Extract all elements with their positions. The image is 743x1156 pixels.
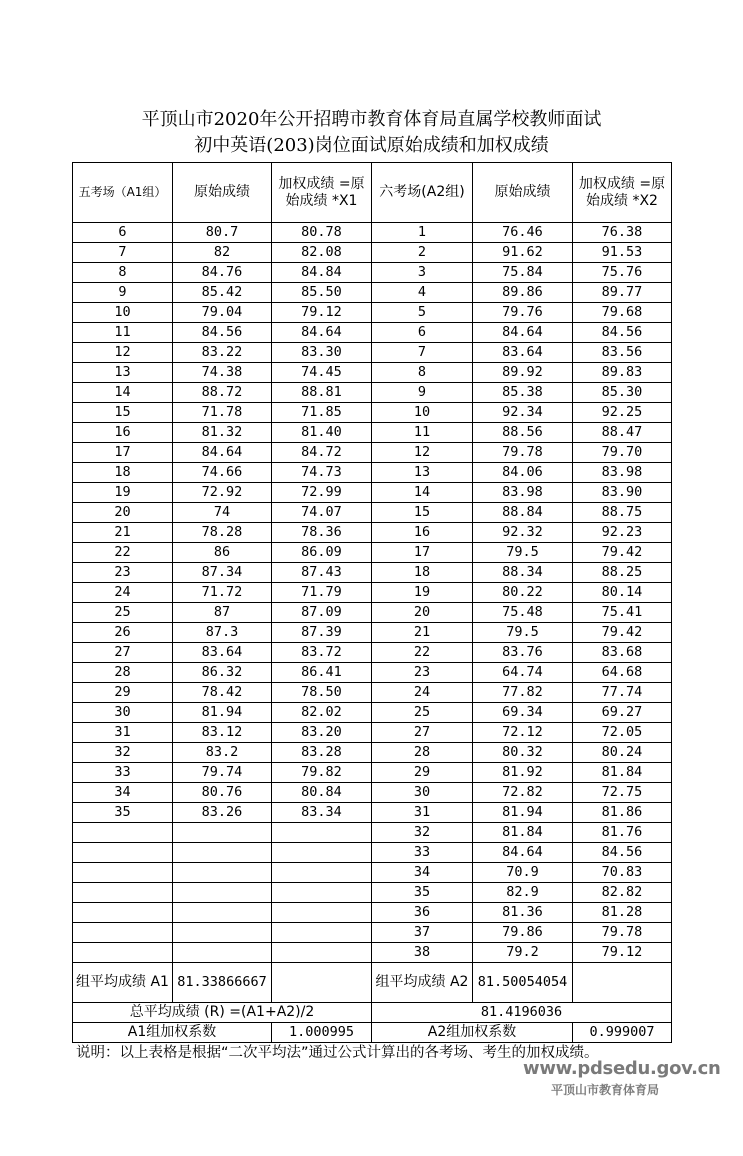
a2-weighted-score: 79.70: [573, 443, 672, 463]
a2-raw-score: 80.32: [473, 743, 573, 763]
a2-exam-number: 19: [372, 583, 473, 603]
a1-weighted-score: 83.30: [272, 343, 372, 363]
a1-exam-number: [73, 903, 173, 923]
table-row: [73, 223, 672, 243]
header-a2-raw: 原始成绩: [473, 163, 573, 223]
a1-weighted-score: 87.39: [272, 623, 372, 643]
table-row: [73, 303, 672, 323]
table-row: [73, 683, 672, 703]
a2-exam-number: 32: [372, 823, 473, 843]
a2-raw-score: 84.64: [473, 843, 573, 863]
a2-exam-number: 7: [372, 343, 473, 363]
a1-exam-number: [73, 883, 173, 903]
a1-exam-number: 8: [73, 263, 173, 283]
a1-weighted-score: 86.41: [272, 663, 372, 683]
a2-weighted-score: 76.38: [573, 223, 672, 243]
a2-raw-score: 88.56: [473, 423, 573, 443]
a2-raw-score: 72.82: [473, 783, 573, 803]
a2-weighted-score: 69.27: [573, 703, 672, 723]
table-row: [73, 783, 672, 803]
a1-raw-score: 86: [173, 543, 272, 563]
a2-exam-number: 18: [372, 563, 473, 583]
a2-raw-score: 88.34: [473, 563, 573, 583]
score-table: [72, 162, 672, 1043]
a2-raw-score: 72.12: [473, 723, 573, 743]
a1-weighted-score: [272, 883, 372, 903]
a1-raw-score: 79.04: [173, 303, 272, 323]
a2-weighted-score: 75.76: [573, 263, 672, 283]
a2-exam-number: 38: [372, 943, 473, 963]
a1-weighted-score: 84.64: [272, 323, 372, 343]
a1-weighted-score: 83.34: [272, 803, 372, 823]
a2-raw-score: 76.46: [473, 223, 573, 243]
a1-exam-number: 24: [73, 583, 173, 603]
a2-raw-score: 88.84: [473, 503, 573, 523]
a1-weighted-score: 85.50: [272, 283, 372, 303]
a1-exam-number: 19: [73, 483, 173, 503]
table-row: [73, 923, 672, 943]
a1-raw-score: 78.42: [173, 683, 272, 703]
a1-weighted-score: 81.40: [272, 423, 372, 443]
a2-raw-score: 79.78: [473, 443, 573, 463]
a2-weighted-score: 91.53: [573, 243, 672, 263]
a2-exam-number: 11: [372, 423, 473, 443]
table-row: [73, 863, 672, 883]
table-row: [73, 903, 672, 923]
empty-cell: [272, 963, 372, 1003]
a2-weighted-score: 83.68: [573, 643, 672, 663]
a1-exam-number: 6: [73, 223, 173, 243]
a2-raw-score: 79.76: [473, 303, 573, 323]
header-a1-raw: 原始成绩: [173, 163, 272, 223]
a2-weighted-score: 88.47: [573, 423, 672, 443]
a2-exam-number: 2: [372, 243, 473, 263]
a1-raw-score: 83.12: [173, 723, 272, 743]
a2-raw-score: 81.94: [473, 803, 573, 823]
table-row: [73, 263, 672, 283]
table-body: [73, 223, 672, 963]
a1-raw-score: 86.32: [173, 663, 272, 683]
a2-exam-number: 21: [372, 623, 473, 643]
a1-exam-number: 18: [73, 463, 173, 483]
a1-raw-score: 87: [173, 603, 272, 623]
a1-exam-number: 35: [73, 803, 173, 823]
a2-raw-score: 77.82: [473, 683, 573, 703]
a2-raw-score: 83.76: [473, 643, 573, 663]
a2-raw-score: 79.5: [473, 623, 573, 643]
a1-exam-number: 32: [73, 743, 173, 763]
a2-weighted-score: 70.83: [573, 863, 672, 883]
header-row: [73, 163, 672, 223]
a1-weighted-score: 83.28: [272, 743, 372, 763]
a1-raw-score: 85.42: [173, 283, 272, 303]
a1-raw-score: [173, 923, 272, 943]
summary-body: [73, 963, 672, 1043]
a1-raw-score: [173, 943, 272, 963]
a1-weighted-score: 78.50: [272, 683, 372, 703]
header-a1-weighted: 加权成绩 =原始成绩 *X1: [272, 163, 372, 223]
a1-exam-number: 27: [73, 643, 173, 663]
table-row: [73, 523, 672, 543]
a1-weighted-score: 82.02: [272, 703, 372, 723]
a2-weighted-score: 81.84: [573, 763, 672, 783]
a1-weighted-score: [272, 903, 372, 923]
a2-weighted-score: 75.41: [573, 603, 672, 623]
a1-raw-score: 71.72: [173, 583, 272, 603]
header-a2-weighted: 加权成绩 =原始成绩 *X2: [573, 163, 672, 223]
a2-exam-number: 30: [372, 783, 473, 803]
table-row: [73, 463, 672, 483]
a2-exam-number: 34: [372, 863, 473, 883]
a2-exam-number: 23: [372, 663, 473, 683]
table-row: [73, 743, 672, 763]
a2-exam-number: 4: [372, 283, 473, 303]
table-row: [73, 563, 672, 583]
a1-weighted-score: 87.09: [272, 603, 372, 623]
a2-exam-number: 37: [372, 923, 473, 943]
a1-weighted-score: [272, 863, 372, 883]
a2-exam-number: 20: [372, 603, 473, 623]
a1-exam-number: 30: [73, 703, 173, 723]
a2-raw-score: 81.36: [473, 903, 573, 923]
a1-raw-score: 79.74: [173, 763, 272, 783]
a2-weighted-score: 88.75: [573, 503, 672, 523]
a2-raw-score: 75.84: [473, 263, 573, 283]
a2-weighted-score: 64.68: [573, 663, 672, 683]
a1-raw-score: [173, 843, 272, 863]
a2-raw-score: 69.34: [473, 703, 573, 723]
a1-weighted-score: 84.84: [272, 263, 372, 283]
table-row: [73, 823, 672, 843]
a2-raw-score: 89.92: [473, 363, 573, 383]
a2-weighted-score: 77.74: [573, 683, 672, 703]
a1-raw-score: 87.34: [173, 563, 272, 583]
table-row: [73, 423, 672, 443]
a2-exam-number: 14: [372, 483, 473, 503]
a2-weighted-score: 81.28: [573, 903, 672, 923]
a1-raw-score: [173, 883, 272, 903]
table-row: [73, 883, 672, 903]
a1-exam-number: 12: [73, 343, 173, 363]
document-subtitle: 初中英语(203)岗位面试原始成绩和加权成绩: [194, 135, 549, 156]
group-average-row: [73, 963, 672, 1003]
a2-exam-number: 6: [372, 323, 473, 343]
a1-raw-score: 74.38: [173, 363, 272, 383]
a1-exam-number: 20: [73, 503, 173, 523]
a2-exam-number: 33: [372, 843, 473, 863]
a1-exam-number: 9: [73, 283, 173, 303]
a2-exam-number: 13: [372, 463, 473, 483]
a2-raw-score: 70.9: [473, 863, 573, 883]
a2-weighted-score: 79.42: [573, 543, 672, 563]
header-a2-group: 六考场(A2组): [372, 163, 473, 223]
table-row: [73, 343, 672, 363]
a2-average-label: 组平均成绩 A2: [372, 963, 473, 1003]
a2-weighted-score: 72.75: [573, 783, 672, 803]
a1-exam-number: [73, 843, 173, 863]
a2-weighted-score: 72.05: [573, 723, 672, 743]
table-row: [73, 803, 672, 823]
a1-raw-score: 88.72: [173, 383, 272, 403]
document-title: 平顶山市2020年公开招聘市教育体育局直属学校教师面试: [141, 109, 602, 130]
a2-weighted-score: 83.90: [573, 483, 672, 503]
a1-weighted-score: 71.85: [272, 403, 372, 423]
a1-weighted-score: 87.43: [272, 563, 372, 583]
a1-raw-score: 72.92: [173, 483, 272, 503]
table-row: [73, 443, 672, 463]
table-row: [73, 643, 672, 663]
a1-exam-number: 14: [73, 383, 173, 403]
a1-weighted-score: [272, 943, 372, 963]
a1-exam-number: 7: [73, 243, 173, 263]
a1-raw-score: [173, 863, 272, 883]
a1-exam-number: [73, 823, 173, 843]
a2-raw-score: 92.34: [473, 403, 573, 423]
table-row: [73, 663, 672, 683]
a1-weighted-score: 86.09: [272, 543, 372, 563]
a1-exam-number: 22: [73, 543, 173, 563]
a1-raw-score: 82: [173, 243, 272, 263]
a2-weighted-score: 79.78: [573, 923, 672, 943]
a1-weighted-score: [272, 843, 372, 863]
a2-raw-score: 83.64: [473, 343, 573, 363]
a1-exam-number: [73, 863, 173, 883]
a1-exam-number: 31: [73, 723, 173, 743]
a1-weighted-score: 71.79: [272, 583, 372, 603]
table-row: [73, 723, 672, 743]
table-row: [73, 623, 672, 643]
table-row: [73, 543, 672, 563]
a1-weighted-score: 74.07: [272, 503, 372, 523]
a1-raw-score: 84.64: [173, 443, 272, 463]
table-row: [73, 483, 672, 503]
table-row: [73, 603, 672, 623]
a1-exam-number: 11: [73, 323, 173, 343]
a1-raw-score: [173, 823, 272, 843]
a1-exam-number: 28: [73, 663, 173, 683]
a2-raw-score: 81.92: [473, 763, 573, 783]
a2-weighted-score: 79.12: [573, 943, 672, 963]
a1-exam-number: 13: [73, 363, 173, 383]
a1-coefficient-value: 1.000995: [272, 1023, 372, 1043]
a2-raw-score: 84.64: [473, 323, 573, 343]
a1-exam-number: 25: [73, 603, 173, 623]
table-row: [73, 243, 672, 263]
a2-exam-number: 12: [372, 443, 473, 463]
explanation-note: 说明：以上表格是根据“二次平均法”通过公式计算出的各考场、考生的加权成绩。: [76, 1045, 599, 1061]
a2-weighted-score: 89.77: [573, 283, 672, 303]
a1-raw-score: 74.66: [173, 463, 272, 483]
a1-weighted-score: [272, 923, 372, 943]
total-average-value: 81.4196036: [372, 1003, 672, 1023]
table-row: [73, 383, 672, 403]
a2-exam-number: 29: [372, 763, 473, 783]
a1-exam-number: 15: [73, 403, 173, 423]
table-row: [73, 843, 672, 863]
table-row: [73, 943, 672, 963]
a2-weighted-score: 83.56: [573, 343, 672, 363]
a1-raw-score: 83.2: [173, 743, 272, 763]
a2-exam-number: 25: [372, 703, 473, 723]
a2-raw-score: 85.38: [473, 383, 573, 403]
a1-weighted-score: 78.36: [272, 523, 372, 543]
a1-average-label: 组平均成绩 A1: [73, 963, 173, 1003]
a2-exam-number: 10: [372, 403, 473, 423]
a1-raw-score: 83.64: [173, 643, 272, 663]
a2-exam-number: 8: [372, 363, 473, 383]
a1-raw-score: [173, 903, 272, 923]
a2-weighted-score: 79.68: [573, 303, 672, 323]
table-row: [73, 323, 672, 343]
a1-exam-number: 34: [73, 783, 173, 803]
a2-weighted-score: 92.25: [573, 403, 672, 423]
a1-raw-score: 71.78: [173, 403, 272, 423]
a2-weighted-score: 92.23: [573, 523, 672, 543]
coefficient-row: [73, 1023, 672, 1043]
a2-raw-score: 79.5: [473, 543, 573, 563]
a2-raw-score: 80.22: [473, 583, 573, 603]
a2-average-value: 81.50054054: [473, 963, 573, 1003]
a1-exam-number: 10: [73, 303, 173, 323]
a1-weighted-score: 83.20: [272, 723, 372, 743]
a2-exam-number: 16: [372, 523, 473, 543]
a1-raw-score: 84.76: [173, 263, 272, 283]
a1-exam-number: 17: [73, 443, 173, 463]
a2-raw-score: 84.06: [473, 463, 573, 483]
a2-exam-number: 9: [372, 383, 473, 403]
a2-raw-score: 89.86: [473, 283, 573, 303]
a2-raw-score: 79.2: [473, 943, 573, 963]
a2-raw-score: 81.84: [473, 823, 573, 843]
watermark-url: www.pdsedu.gov.cn: [523, 1058, 721, 1079]
a1-exam-number: 16: [73, 423, 173, 443]
a1-weighted-score: 74.45: [272, 363, 372, 383]
header-a1-group: 五考场（A1组）: [73, 163, 173, 223]
a2-coefficient-label: A2组加权系数: [372, 1023, 573, 1043]
a1-exam-number: 21: [73, 523, 173, 543]
table-row: [73, 403, 672, 423]
a2-weighted-score: 83.98: [573, 463, 672, 483]
a1-raw-score: 81.94: [173, 703, 272, 723]
a1-coefficient-label: A1组加权系数: [73, 1023, 272, 1043]
a1-average-value: 81.33866667: [173, 963, 272, 1003]
a1-weighted-score: 79.82: [272, 763, 372, 783]
a1-weighted-score: 80.78: [272, 223, 372, 243]
a1-raw-score: 80.76: [173, 783, 272, 803]
total-average-row: [73, 1003, 672, 1023]
a2-exam-number: 17: [372, 543, 473, 563]
a2-weighted-score: 80.14: [573, 583, 672, 603]
a2-exam-number: 5: [372, 303, 473, 323]
a1-exam-number: [73, 943, 173, 963]
a1-exam-number: 23: [73, 563, 173, 583]
a2-raw-score: 91.62: [473, 243, 573, 263]
a1-raw-score: 78.28: [173, 523, 272, 543]
a1-weighted-score: 72.99: [272, 483, 372, 503]
a1-weighted-score: 74.73: [272, 463, 372, 483]
a2-weighted-score: 81.86: [573, 803, 672, 823]
a2-exam-number: 36: [372, 903, 473, 923]
a1-raw-score: 84.56: [173, 323, 272, 343]
a2-weighted-score: 81.76: [573, 823, 672, 843]
table-row: [73, 503, 672, 523]
a2-exam-number: 27: [372, 723, 473, 743]
a2-weighted-score: 84.56: [573, 323, 672, 343]
a2-weighted-score: 84.56: [573, 843, 672, 863]
a1-weighted-score: 84.72: [272, 443, 372, 463]
a2-exam-number: 22: [372, 643, 473, 663]
a2-weighted-score: 88.25: [573, 563, 672, 583]
a1-exam-number: 33: [73, 763, 173, 783]
a1-raw-score: 80.7: [173, 223, 272, 243]
a2-weighted-score: 85.30: [573, 383, 672, 403]
a1-weighted-score: 88.81: [272, 383, 372, 403]
a2-coefficient-value: 0.999007: [573, 1023, 672, 1043]
a1-weighted-score: 83.72: [272, 643, 372, 663]
watermark-org: 平顶山市教育体育局: [551, 1083, 660, 1097]
a2-exam-number: 28: [372, 743, 473, 763]
a1-raw-score: 83.26: [173, 803, 272, 823]
a2-exam-number: 35: [372, 883, 473, 903]
a1-raw-score: 83.22: [173, 343, 272, 363]
a1-exam-number: 29: [73, 683, 173, 703]
a2-raw-score: 64.74: [473, 663, 573, 683]
a2-weighted-score: 82.82: [573, 883, 672, 903]
a2-weighted-score: 89.83: [573, 363, 672, 383]
a1-exam-number: [73, 923, 173, 943]
a2-exam-number: 15: [372, 503, 473, 523]
total-average-label: 总平均成绩 (R) =(A1+A2)/2: [73, 1003, 372, 1023]
a1-weighted-score: 82.08: [272, 243, 372, 263]
a1-raw-score: 74: [173, 503, 272, 523]
a2-raw-score: 75.48: [473, 603, 573, 623]
empty-cell: [573, 963, 672, 1003]
a2-weighted-score: 79.42: [573, 623, 672, 643]
table-row: [73, 363, 672, 383]
table-row: [73, 703, 672, 723]
a2-raw-score: 79.86: [473, 923, 573, 943]
a2-exam-number: 24: [372, 683, 473, 703]
a1-raw-score: 81.32: [173, 423, 272, 443]
a1-raw-score: 87.3: [173, 623, 272, 643]
a1-exam-number: 26: [73, 623, 173, 643]
a1-weighted-score: 79.12: [272, 303, 372, 323]
a2-weighted-score: 80.24: [573, 743, 672, 763]
a2-exam-number: 1: [372, 223, 473, 243]
a1-weighted-score: [272, 823, 372, 843]
a2-exam-number: 3: [372, 263, 473, 283]
a2-raw-score: 92.32: [473, 523, 573, 543]
table-row: [73, 283, 672, 303]
a2-raw-score: 83.98: [473, 483, 573, 503]
a2-raw-score: 82.9: [473, 883, 573, 903]
table-row: [73, 583, 672, 603]
a2-exam-number: 31: [372, 803, 473, 823]
a1-weighted-score: 80.84: [272, 783, 372, 803]
table-row: [73, 763, 672, 783]
